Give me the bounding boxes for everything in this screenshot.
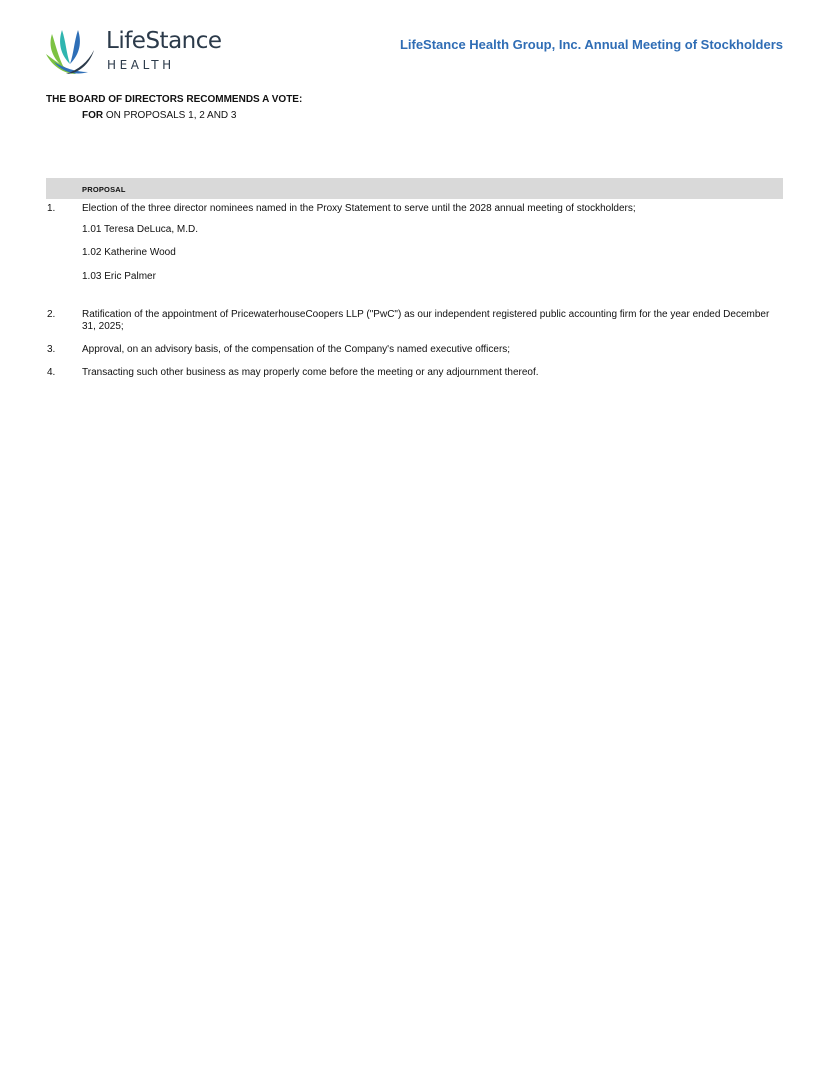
proposal-text: Election of the three director nominees named in the Proxy Statement to serve until the 2028 annual meeting of stockholders; (82, 203, 636, 214)
proposal-text: Transacting such other business as may properly come before the meeting or any adjournment thereof. (82, 367, 539, 378)
proposal-text: Ratification of the appointment of PricewaterhouseCoopers LLP ("PwC") as our independent registered public accounting firm for the year ended December 31, 2025; (82, 309, 770, 332)
proposal-number: 4. (47, 367, 56, 378)
proposal-header-label: PROPOSAL (82, 185, 126, 194)
for-text: ON PROPOSALS 1, 2 AND 3 (103, 110, 237, 121)
nominee-item: 1.01 Teresa DeLuca, M.D. (82, 224, 198, 235)
for-label: FOR (82, 110, 104, 121)
nominee-item: 1.02 Katherine Wood (82, 247, 176, 258)
proposal-table-header (46, 178, 783, 199)
nominee-item: 1.03 Eric Palmer (82, 271, 156, 282)
proposal-number: 1. (47, 203, 56, 214)
company-logo (44, 28, 234, 78)
proposal-number: 3. (47, 344, 56, 355)
board-recommendation-heading: THE BOARD OF DIRECTORS RECOMMENDS A VOTE: (46, 94, 303, 105)
proposal-number: 2. (47, 309, 56, 320)
recommendation-line (82, 110, 237, 121)
proposal-text: Approval, on an advisory basis, of the compensation of the Company's named executive officers; (82, 344, 511, 355)
meeting-title: LifeStance Health Group, Inc. Annual Meeting of Stockholders (399, 37, 783, 52)
brand-name: LifeStance (106, 28, 222, 54)
brand-subtitle: HEALTH (107, 58, 175, 72)
lifestance-logo-mark-icon (44, 28, 96, 78)
